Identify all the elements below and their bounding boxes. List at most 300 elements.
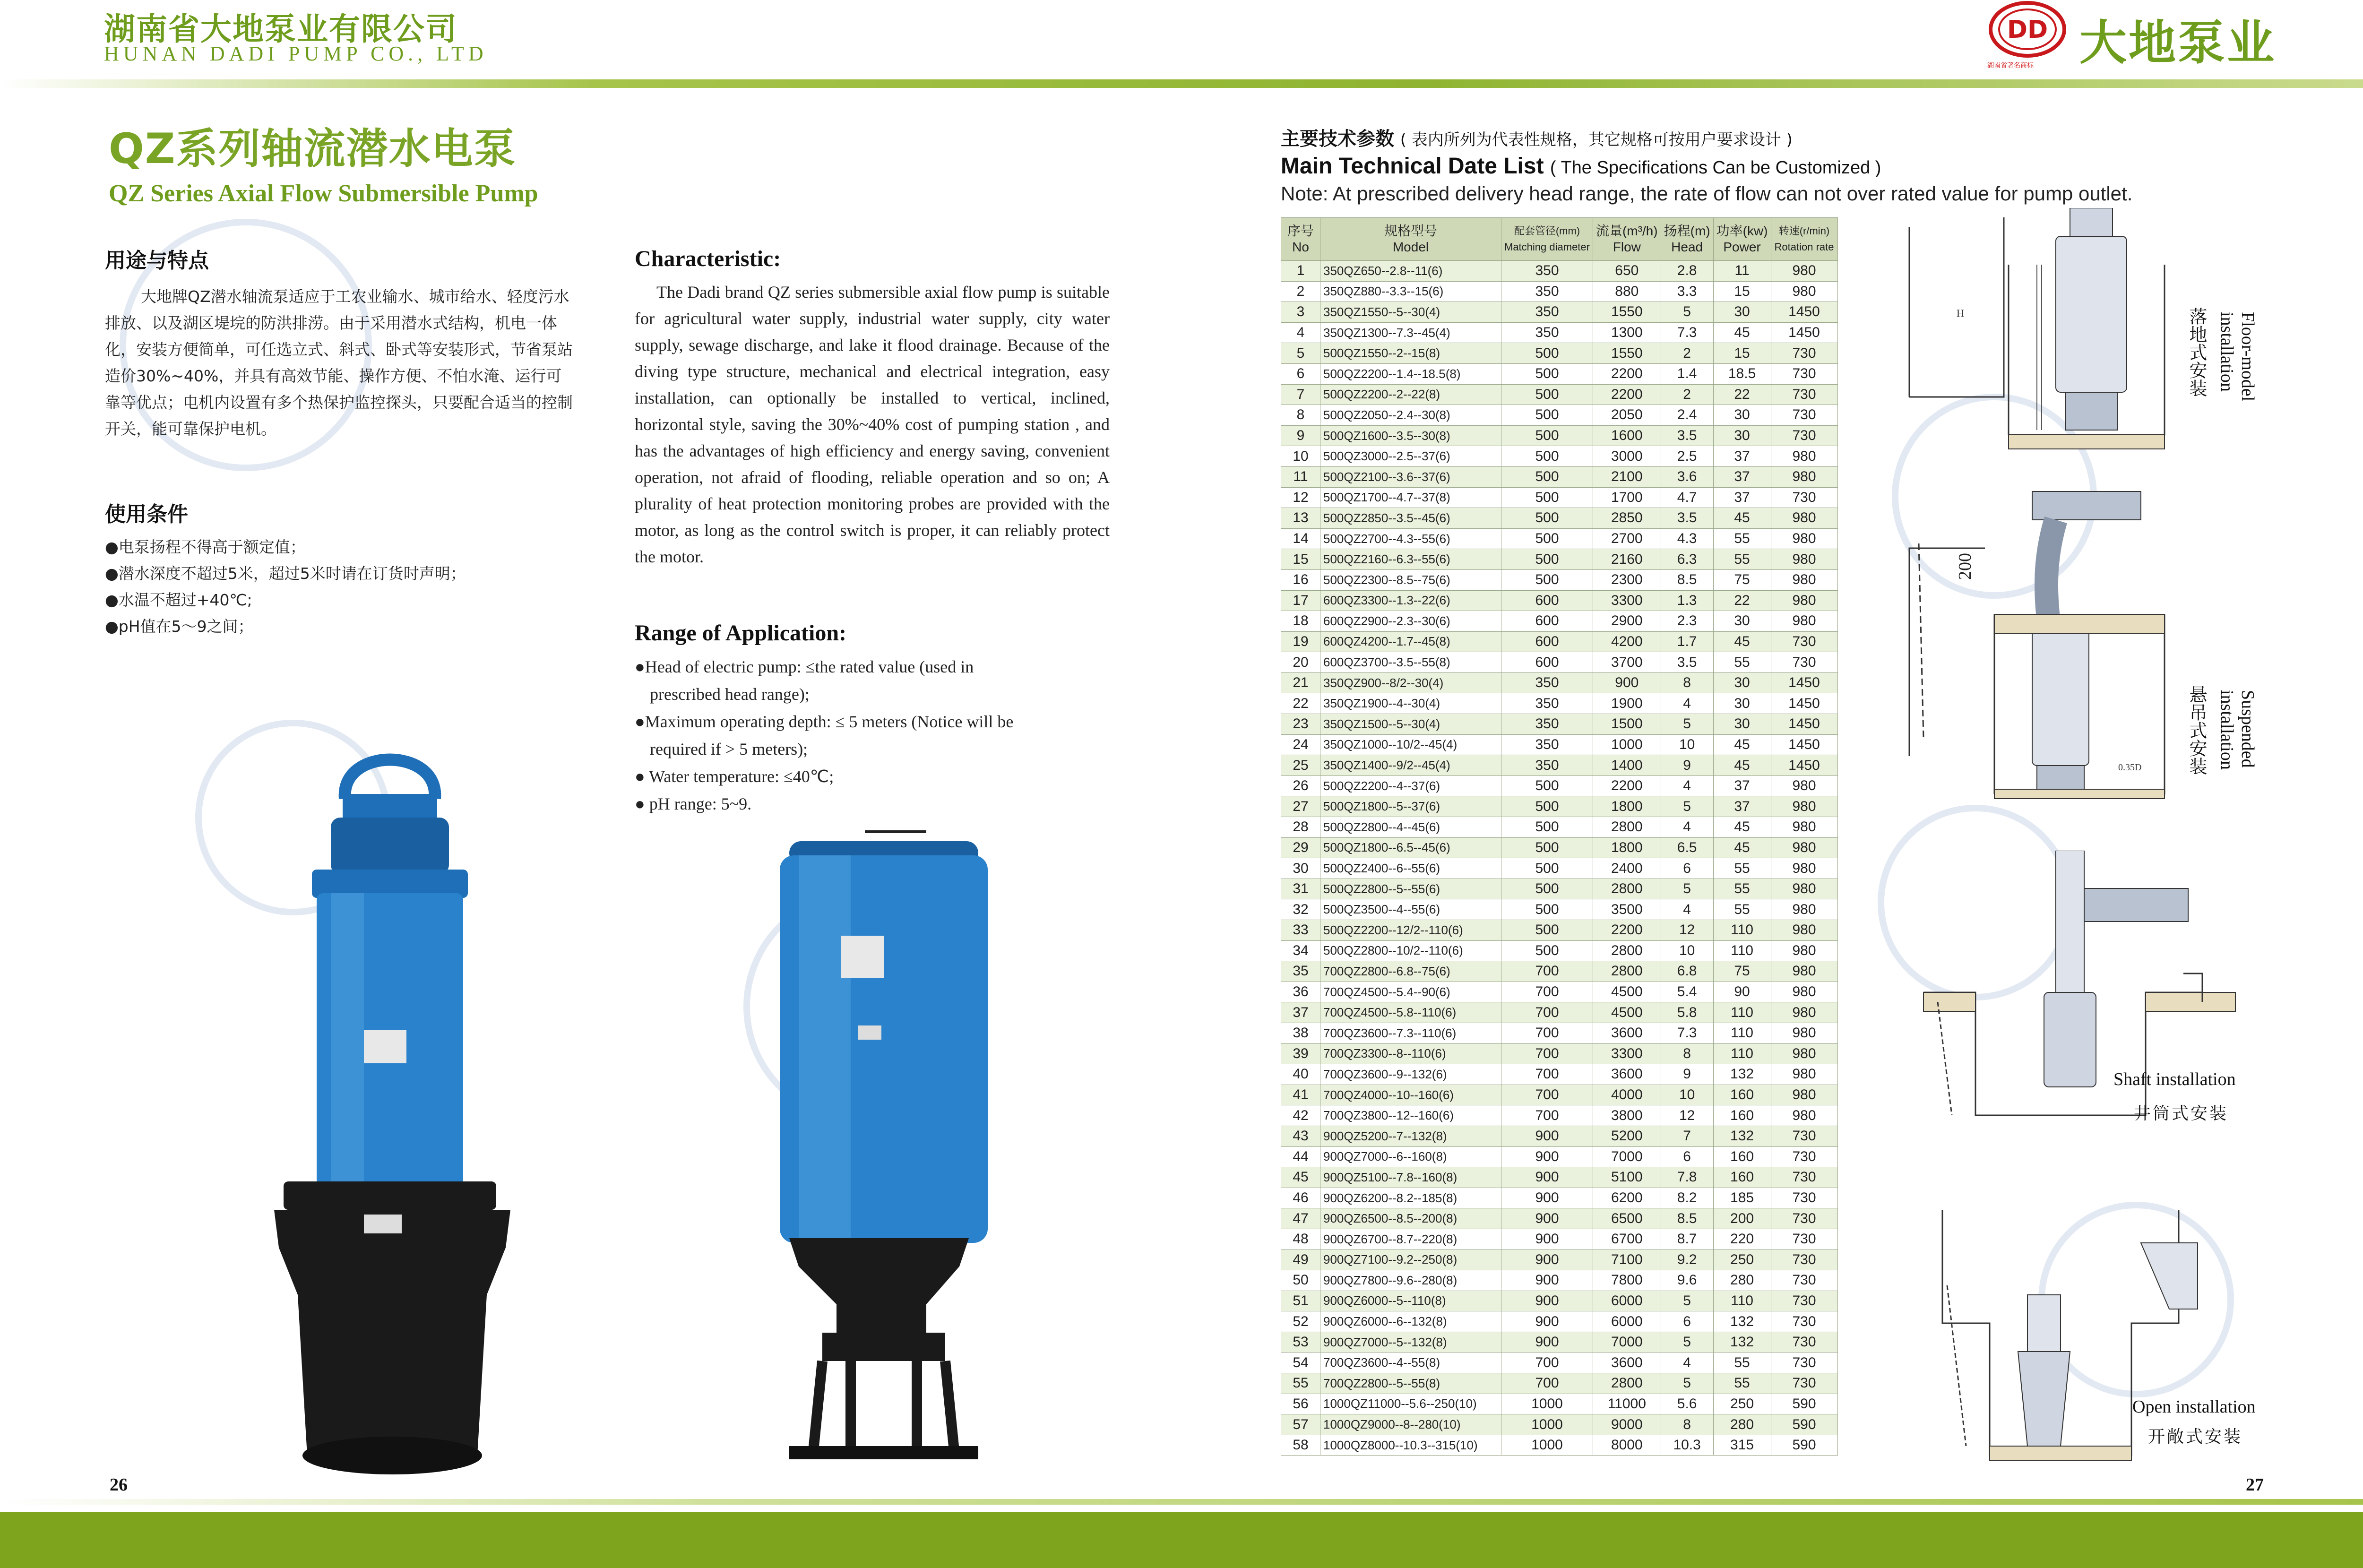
table-row [1281, 1270, 1838, 1291]
cell-rotation: 730 [1771, 1229, 1837, 1249]
cell-head: 8.2 [1661, 1188, 1713, 1208]
cell-head: 7.8 [1661, 1167, 1713, 1188]
cell-power: 22 [1713, 384, 1771, 405]
cell-rotation: 980 [1771, 817, 1837, 838]
shaft-installation-diagram [1919, 851, 2250, 1134]
cell-flow: 3600 [1593, 1023, 1661, 1043]
cell-head: 6.3 [1661, 549, 1713, 570]
cell-head: 4 [1661, 899, 1713, 920]
cell-power: 132 [1713, 1126, 1771, 1146]
cell-rotation: 980 [1771, 1002, 1837, 1023]
table-row [1281, 879, 1838, 899]
spec-table [1281, 217, 1838, 1456]
table-row [1281, 508, 1838, 529]
cell-diameter: 900 [1501, 1270, 1593, 1291]
cell-power: 37 [1713, 466, 1771, 487]
table-row [1281, 302, 1838, 323]
table-row [1281, 322, 1838, 343]
cell-model: 900QZ6700--8.7--220(8) [1320, 1229, 1501, 1249]
cell-rotation: 980 [1771, 899, 1837, 920]
table-row [1281, 796, 1838, 817]
table-row [1281, 693, 1838, 714]
cell-model: 900QZ6500--8.5--200(8) [1320, 1208, 1501, 1229]
cell-model: 350QZ1900--4--30(4) [1320, 693, 1501, 714]
table-row [1281, 1311, 1838, 1332]
cell-power: 110 [1713, 1043, 1771, 1064]
cell-no: 18 [1281, 611, 1320, 632]
table-row [1281, 281, 1838, 302]
cell-model: 900QZ6000--5--110(8) [1320, 1291, 1501, 1311]
cell-power: 220 [1713, 1229, 1771, 1249]
cell-no: 6 [1281, 363, 1320, 384]
cell-rotation: 730 [1771, 425, 1837, 446]
cell-head: 4 [1661, 817, 1713, 838]
cell-rotation: 980 [1771, 1023, 1837, 1043]
col-header-no: 序号 No [1281, 218, 1320, 261]
table-row [1281, 775, 1838, 796]
cell-power: 280 [1713, 1270, 1771, 1291]
table-row [1281, 446, 1838, 467]
table-row [1281, 261, 1838, 282]
cell-flow: 7000 [1593, 1146, 1661, 1167]
cell-power: 30 [1713, 714, 1771, 735]
table-row [1281, 858, 1838, 879]
floor-installation-label-en: Floor-model installation [2217, 312, 2258, 402]
cell-flow: 4500 [1593, 1002, 1661, 1023]
cell-power: 160 [1713, 1085, 1771, 1105]
cell-diameter: 350 [1501, 755, 1593, 776]
cell-head: 8 [1661, 1414, 1713, 1435]
cell-no: 37 [1281, 1002, 1320, 1023]
cell-rotation: 980 [1771, 528, 1837, 549]
cell-diameter: 900 [1501, 1332, 1593, 1353]
cell-rotation: 730 [1771, 1311, 1837, 1332]
cell-model: 500QZ2200--2--22(8) [1320, 384, 1501, 405]
cell-power: 110 [1713, 1023, 1771, 1043]
cell-model: 700QZ4500--5.4--90(6) [1320, 982, 1501, 1002]
svg-text:H: H [1957, 307, 1964, 319]
cell-flow: 2050 [1593, 405, 1661, 426]
cell-diameter: 500 [1501, 879, 1593, 899]
cell-power: 315 [1713, 1435, 1771, 1456]
cell-diameter: 900 [1501, 1167, 1593, 1188]
cell-flow: 880 [1593, 281, 1661, 302]
cell-no: 7 [1281, 384, 1320, 405]
cell-no: 28 [1281, 817, 1320, 838]
cell-flow: 2850 [1593, 508, 1661, 529]
cell-flow: 2700 [1593, 528, 1661, 549]
page-number-right: 27 [2246, 1475, 2264, 1495]
cell-model: 700QZ2800--6.8--75(6) [1320, 961, 1501, 982]
cell-no: 11 [1281, 466, 1320, 487]
cell-no: 15 [1281, 549, 1320, 570]
cell-power: 160 [1713, 1146, 1771, 1167]
cell-no: 10 [1281, 446, 1320, 467]
cell-no: 24 [1281, 734, 1320, 755]
cell-head: 5.6 [1661, 1394, 1713, 1414]
cell-power: 110 [1713, 920, 1771, 941]
cell-model: 350QZ1550--5--30(4) [1320, 302, 1501, 323]
table-row [1281, 714, 1838, 735]
cell-power: 11 [1713, 261, 1771, 282]
cell-model: 600QZ3700--3.5--55(8) [1320, 652, 1501, 673]
cell-model: 350QZ900--8/2--30(4) [1320, 672, 1501, 693]
cell-head: 9.6 [1661, 1270, 1713, 1291]
cell-diameter: 500 [1501, 817, 1593, 838]
params-heading-row-cn [1281, 124, 1793, 151]
cell-no: 34 [1281, 940, 1320, 961]
col-header-rotation: 转速(r/min) Rotation rate [1771, 218, 1837, 261]
cell-head: 10.3 [1661, 1435, 1713, 1456]
cell-rotation: 980 [1771, 858, 1837, 879]
brand-trademark-note: 湖南省著名商标 [1987, 62, 2034, 69]
cell-no: 55 [1281, 1373, 1320, 1394]
cell-diameter: 350 [1501, 261, 1593, 282]
cell-flow: 1800 [1593, 837, 1661, 858]
cell-no: 39 [1281, 1043, 1320, 1064]
cell-no: 54 [1281, 1353, 1320, 1373]
cell-head: 5 [1661, 1332, 1713, 1353]
characteristic-heading: Characteristic: [635, 246, 781, 271]
cell-power: 45 [1713, 322, 1771, 343]
cell-model: 900QZ5200--7--132(8) [1320, 1126, 1501, 1146]
table-row [1281, 672, 1838, 693]
cell-rotation: 730 [1771, 1188, 1837, 1208]
table-header-row [1281, 218, 1838, 261]
table-row [1281, 837, 1838, 858]
floor-installation-diagram [1900, 208, 2183, 473]
cell-flow: 6700 [1593, 1229, 1661, 1249]
cell-diameter: 700 [1501, 1353, 1593, 1373]
cell-flow: 2100 [1593, 466, 1661, 487]
cell-head: 3.5 [1661, 652, 1713, 673]
cell-power: 55 [1713, 1353, 1771, 1373]
cell-flow: 900 [1593, 672, 1661, 693]
cell-model: 500QZ2200--4--37(6) [1320, 775, 1501, 796]
cell-rotation: 730 [1771, 1291, 1837, 1311]
cell-power: 110 [1713, 940, 1771, 961]
cell-model: 500QZ2050--2.4--30(8) [1320, 405, 1501, 426]
cell-power: 132 [1713, 1332, 1771, 1353]
cell-head: 5 [1661, 796, 1713, 817]
cell-power: 75 [1713, 961, 1771, 982]
cell-model: 600QZ2900--2.3--30(6) [1320, 611, 1501, 632]
cell-no: 41 [1281, 1085, 1320, 1105]
cell-model: 500QZ2400--6--55(6) [1320, 858, 1501, 879]
cell-flow: 3000 [1593, 446, 1661, 467]
cell-no: 19 [1281, 631, 1320, 652]
cell-model: 350QZ1300--7.3--45(4) [1320, 322, 1501, 343]
condition-item: ●水温不超过+40℃; [105, 591, 252, 609]
cell-model: 500QZ2850--3.5--45(6) [1320, 508, 1501, 529]
suspended-installation-label-en: Suspended installation [2217, 690, 2258, 770]
range-item: required if > 5 meters); [650, 740, 808, 758]
cell-rotation: 980 [1771, 590, 1837, 611]
cell-power: 45 [1713, 755, 1771, 776]
cell-model: 700QZ2800--5--55(8) [1320, 1373, 1501, 1394]
cell-rotation: 980 [1771, 940, 1837, 961]
table-row [1281, 1414, 1838, 1435]
cell-power: 45 [1713, 837, 1771, 858]
cell-head: 2.4 [1661, 405, 1713, 426]
cell-diameter: 500 [1501, 446, 1593, 467]
cell-no: 29 [1281, 837, 1320, 858]
cell-flow: 2400 [1593, 858, 1661, 879]
cell-head: 1.7 [1661, 631, 1713, 652]
table-row [1281, 1435, 1838, 1456]
cell-no: 32 [1281, 899, 1320, 920]
cell-model: 500QZ2300--8.5--75(6) [1320, 569, 1501, 590]
table-row [1281, 734, 1838, 755]
table-row [1281, 631, 1838, 652]
cell-flow: 5200 [1593, 1126, 1661, 1146]
cell-head: 1.3 [1661, 590, 1713, 611]
cell-power: 30 [1713, 611, 1771, 632]
cell-model: 500QZ2800--10/2--110(6) [1320, 940, 1501, 961]
cell-no: 56 [1281, 1394, 1320, 1414]
cell-no: 9 [1281, 425, 1320, 446]
cell-flow: 4200 [1593, 631, 1661, 652]
cell-power: 160 [1713, 1105, 1771, 1126]
cell-model: 1000QZ11000--5.6--250(10) [1320, 1394, 1501, 1414]
cell-diameter: 700 [1501, 1064, 1593, 1085]
cell-model: 500QZ1800--5--37(6) [1320, 796, 1501, 817]
cell-flow: 6500 [1593, 1208, 1661, 1229]
cell-diameter: 350 [1501, 714, 1593, 735]
cell-power: 55 [1713, 549, 1771, 570]
cell-flow: 3500 [1593, 899, 1661, 920]
cell-head: 8.7 [1661, 1229, 1713, 1249]
cell-flow: 5100 [1593, 1167, 1661, 1188]
cell-diameter: 900 [1501, 1208, 1593, 1229]
cell-rotation: 1450 [1771, 302, 1837, 323]
cell-head: 2.3 [1661, 611, 1713, 632]
cell-flow: 2800 [1593, 961, 1661, 982]
cell-flow: 2160 [1593, 549, 1661, 570]
cell-diameter: 500 [1501, 508, 1593, 529]
cell-head: 4.3 [1661, 528, 1713, 549]
cell-model: 900QZ6200--8.2--185(8) [1320, 1188, 1501, 1208]
cell-rotation: 590 [1771, 1435, 1837, 1456]
cell-diameter: 350 [1501, 322, 1593, 343]
cell-power: 200 [1713, 1208, 1771, 1229]
cell-flow: 1400 [1593, 755, 1661, 776]
cell-power: 37 [1713, 487, 1771, 508]
cell-diameter: 500 [1501, 425, 1593, 446]
company-name-cn: 湖南省大地泵业有限公司 [104, 11, 457, 47]
cell-flow: 3600 [1593, 1353, 1661, 1373]
cell-no: 23 [1281, 714, 1320, 735]
table-row [1281, 569, 1838, 590]
cell-power: 132 [1713, 1311, 1771, 1332]
cell-diameter: 500 [1501, 549, 1593, 570]
cell-rotation: 730 [1771, 1208, 1837, 1229]
cell-model: 1000QZ8000--10.3--315(10) [1320, 1435, 1501, 1456]
cell-head: 5.4 [1661, 982, 1713, 1002]
condition-item: ●潜水深度不超过5米，超过5米时请在订货时声明； [105, 564, 466, 583]
cell-head: 10 [1661, 940, 1713, 961]
cell-head: 5 [1661, 714, 1713, 735]
cell-power: 250 [1713, 1394, 1771, 1414]
pump-image-suspended [222, 728, 562, 1484]
cell-flow: 3700 [1593, 652, 1661, 673]
cell-power: 45 [1713, 817, 1771, 838]
cell-rotation: 1450 [1771, 714, 1837, 735]
cell-rotation: 730 [1771, 631, 1837, 652]
cell-diameter: 900 [1501, 1126, 1593, 1146]
cell-rotation: 980 [1771, 1043, 1837, 1064]
table-row [1281, 1394, 1838, 1414]
cell-no: 22 [1281, 693, 1320, 714]
range-item: ●Head of electric pump: ≤the rated value (used in [635, 657, 974, 676]
range-item: ●Maximum operating depth: ≤ 5 meters (Notice will be [635, 712, 1014, 731]
table-row [1281, 940, 1838, 961]
cell-no: 38 [1281, 1023, 1320, 1043]
cell-power: 18.5 [1713, 363, 1771, 384]
table-row [1281, 1188, 1838, 1208]
cell-flow: 11000 [1593, 1394, 1661, 1414]
cell-no: 35 [1281, 961, 1320, 982]
cell-head: 3.5 [1661, 425, 1713, 446]
cell-flow: 6000 [1593, 1311, 1661, 1332]
suspended-installation-diagram [1900, 473, 2183, 813]
cell-flow: 7800 [1593, 1270, 1661, 1291]
cell-diameter: 500 [1501, 796, 1593, 817]
cell-rotation: 1450 [1771, 672, 1837, 693]
cell-diameter: 600 [1501, 590, 1593, 611]
table-row [1281, 528, 1838, 549]
cell-flow: 2800 [1593, 817, 1661, 838]
cell-diameter: 600 [1501, 652, 1593, 673]
cell-flow: 2200 [1593, 775, 1661, 796]
table-row [1281, 343, 1838, 364]
table-row [1281, 363, 1838, 384]
cell-flow: 9000 [1593, 1414, 1661, 1435]
cell-rotation: 980 [1771, 1105, 1837, 1126]
cell-head: 4 [1661, 693, 1713, 714]
cell-flow: 2800 [1593, 879, 1661, 899]
table-row [1281, 487, 1838, 508]
cell-flow: 2800 [1593, 940, 1661, 961]
cell-head: 7.3 [1661, 1023, 1713, 1043]
cell-diameter: 1000 [1501, 1414, 1593, 1435]
cell-power: 45 [1713, 734, 1771, 755]
cell-model: 500QZ1550--2--15(8) [1320, 343, 1501, 364]
cell-no: 47 [1281, 1208, 1320, 1229]
product-title-cn: QZ系列轴流潜水电泵 [109, 124, 517, 173]
cell-rotation: 980 [1771, 281, 1837, 302]
cell-rotation: 730 [1771, 363, 1837, 384]
cell-no: 57 [1281, 1414, 1320, 1435]
cell-model: 500QZ2200--12/2--110(6) [1320, 920, 1501, 941]
cell-rotation: 730 [1771, 1167, 1837, 1188]
table-row [1281, 652, 1838, 673]
col-header-head: 扬程(m) Head [1661, 218, 1713, 261]
params-note-cn: ( 表内所列为代表性规格，其它规格可按用户要求设计 ) [1400, 130, 1793, 149]
table-row [1281, 1249, 1838, 1270]
cell-head: 10 [1661, 1085, 1713, 1105]
cell-head: 2.8 [1661, 261, 1713, 282]
cell-head: 12 [1661, 1105, 1713, 1126]
cell-no: 17 [1281, 590, 1320, 611]
table-row [1281, 817, 1838, 838]
cell-no: 50 [1281, 1270, 1320, 1291]
cell-power: 30 [1713, 302, 1771, 323]
cell-model: 700QZ3300--8--110(6) [1320, 1043, 1501, 1064]
cell-power: 37 [1713, 796, 1771, 817]
cell-model: 500QZ2160--6.3--55(6) [1320, 549, 1501, 570]
cell-rotation: 980 [1771, 879, 1837, 899]
cell-no: 44 [1281, 1146, 1320, 1167]
cell-no: 40 [1281, 1064, 1320, 1085]
cell-rotation: 590 [1771, 1394, 1837, 1414]
cell-flow: 6200 [1593, 1188, 1661, 1208]
range-heading: Range of Application: [635, 620, 847, 646]
cell-head: 1.4 [1661, 363, 1713, 384]
cell-flow: 6000 [1593, 1291, 1661, 1311]
cell-model: 700QZ3600--4--55(8) [1320, 1353, 1501, 1373]
cell-head: 10 [1661, 734, 1713, 755]
cell-rotation: 980 [1771, 982, 1837, 1002]
cell-rotation: 1450 [1771, 734, 1837, 755]
cell-diameter: 500 [1501, 920, 1593, 941]
cell-head: 3.5 [1661, 508, 1713, 529]
cell-flow: 8000 [1593, 1435, 1661, 1456]
cell-no: 26 [1281, 775, 1320, 796]
cell-model: 700QZ3600--9--132(6) [1320, 1064, 1501, 1085]
cell-model: 500QZ2700--4.3--55(6) [1320, 528, 1501, 549]
cell-no: 21 [1281, 672, 1320, 693]
cell-power: 37 [1713, 775, 1771, 796]
table-row [1281, 1105, 1838, 1126]
cell-diameter: 700 [1501, 1085, 1593, 1105]
cell-flow: 3300 [1593, 1043, 1661, 1064]
table-row [1281, 1064, 1838, 1085]
cell-head: 4 [1661, 775, 1713, 796]
col-header-diameter: 配套管径(mm) Matching diameter [1501, 218, 1593, 261]
cell-flow: 3300 [1593, 590, 1661, 611]
cell-no: 49 [1281, 1249, 1320, 1270]
cell-no: 3 [1281, 302, 1320, 323]
cell-head: 4 [1661, 1353, 1713, 1373]
cell-diameter: 350 [1501, 281, 1593, 302]
shaft-installation-label-cn: 井筒式安装 [2134, 1104, 2229, 1123]
cell-model: 700QZ3800--12--160(6) [1320, 1105, 1501, 1126]
cell-diameter: 900 [1501, 1188, 1593, 1208]
cell-head: 5 [1661, 302, 1713, 323]
cell-model: 900QZ7100--9.2--250(8) [1320, 1249, 1501, 1270]
table-row [1281, 899, 1838, 920]
cell-head: 2 [1661, 384, 1713, 405]
range-list [635, 653, 1110, 818]
header-rule [0, 79, 2363, 88]
company-name-en: HUNAN DADI PUMP CO., LTD [104, 42, 488, 65]
cell-no: 30 [1281, 858, 1320, 879]
cell-model: 500QZ3000--2.5--37(6) [1320, 446, 1501, 467]
cell-rotation: 1450 [1771, 322, 1837, 343]
cell-no: 42 [1281, 1105, 1320, 1126]
table-row [1281, 384, 1838, 405]
cell-diameter: 500 [1501, 569, 1593, 590]
logo-text: DD [2007, 16, 2048, 44]
cell-diameter: 700 [1501, 1002, 1593, 1023]
table-row [1281, 1229, 1838, 1249]
cell-flow: 7000 [1593, 1332, 1661, 1353]
table-row [1281, 1023, 1838, 1043]
table-row [1281, 1332, 1838, 1353]
table-row [1281, 982, 1838, 1002]
cell-rotation: 730 [1771, 1146, 1837, 1167]
